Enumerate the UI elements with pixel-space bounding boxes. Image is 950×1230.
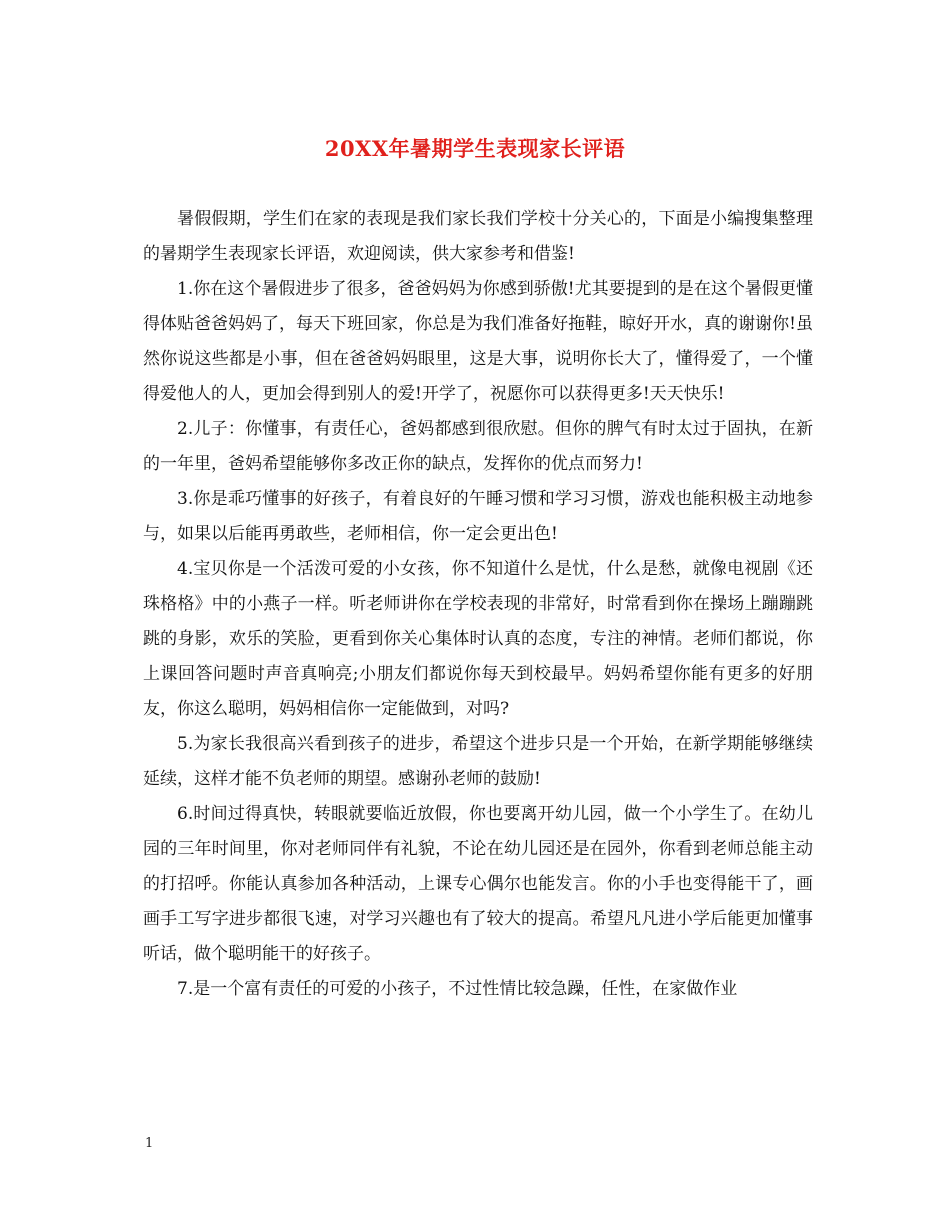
- comment-paragraph-7: 7.是一个富有责任的可爱的小孩子，不过性情比较急躁，任性，在家做作业: [177, 979, 738, 999]
- comment-paragraph-5: 5.为家长我很高兴看到孩子的进步，希望这个进步只是一个开始，在新学期能够继续延续，这样才能不负老师的期望。感谢孙老师的鼓励!: [143, 734, 813, 789]
- document-body: [143, 202, 813, 1007]
- comment-paragraph-3: 3.你是乖巧懂事的好孩子，有着良好的午睡习惯和学习习惯，游戏也能积极主动地参与，如果以后能再勇敢些，老师相信，你一定会更出色!: [143, 489, 813, 544]
- intro-paragraph: 暑假假期，学生们在家的表现是我们家长我们学校十分关心的，下面是小编搜集整理的暑期学生表现家长评语，欢迎阅读，供大家参考和借鉴!: [143, 209, 813, 264]
- comment-paragraph-6: 6.时间过得真快，转眼就要临近放假，你也要离开幼儿园，做一个小学生了。在幼儿园的三年时间里，你对老师同伴有礼貌，不论在幼儿园还是在园外，你看到老师总能主动的打招呼。你能认真参加各种活动，上课专心偶尔也能发言。你的小手也变得能干了，画画手工写字进步都很飞速，对学习兴趣也有了较大的提高。希望凡凡进小学后能更加懂事听话，做个聪明能干的好孩子。: [143, 804, 813, 964]
- document-title: 20XX年暑期学生表现家长评语: [324, 136, 626, 161]
- comment-paragraph-1: 1.你在这个暑假进步了很多，爸爸妈妈为你感到骄傲!尤其要提到的是在这个暑假更懂得体贴爸爸妈妈了，每天下班回家，你总是为我们准备好拖鞋，晾好开水，真的谢谢你!虽然你说这些都是小事，但在爸爸妈妈眼里，这是大事，说明你长大了，懂得爱了，一个懂得爱他人的人，更加会得到别人的爱!开学了，祝愿你可以获得更多!天天快乐!: [143, 279, 813, 404]
- page-number: 1: [145, 1136, 154, 1151]
- comment-paragraph-2: 2.儿子：你懂事，有责任心，爸妈都感到很欣慰。但你的脾气有时太过于固执，在新的一年里，爸妈希望能够你多改正你的缺点，发挥你的优点而努力!: [143, 419, 813, 474]
- comment-paragraph-4: 4.宝贝你是一个活泼可爱的小女孩，你不知道什么是忧，什么是愁，就像电视剧《还珠格格》中的小燕子一样。听老师讲你在学校表现的非常好，时常看到你在操场上蹦蹦跳跳的身影，欢乐的笑脸，更看到你关心集体时认真的态度，专注的神情。老师们都说，你上课回答问题时声音真响亮;小朋友们都说你每天到校最早。妈妈希望你能有更多的好朋友，你这么聪明，妈妈相信你一定能做到，对吗?: [143, 559, 813, 719]
